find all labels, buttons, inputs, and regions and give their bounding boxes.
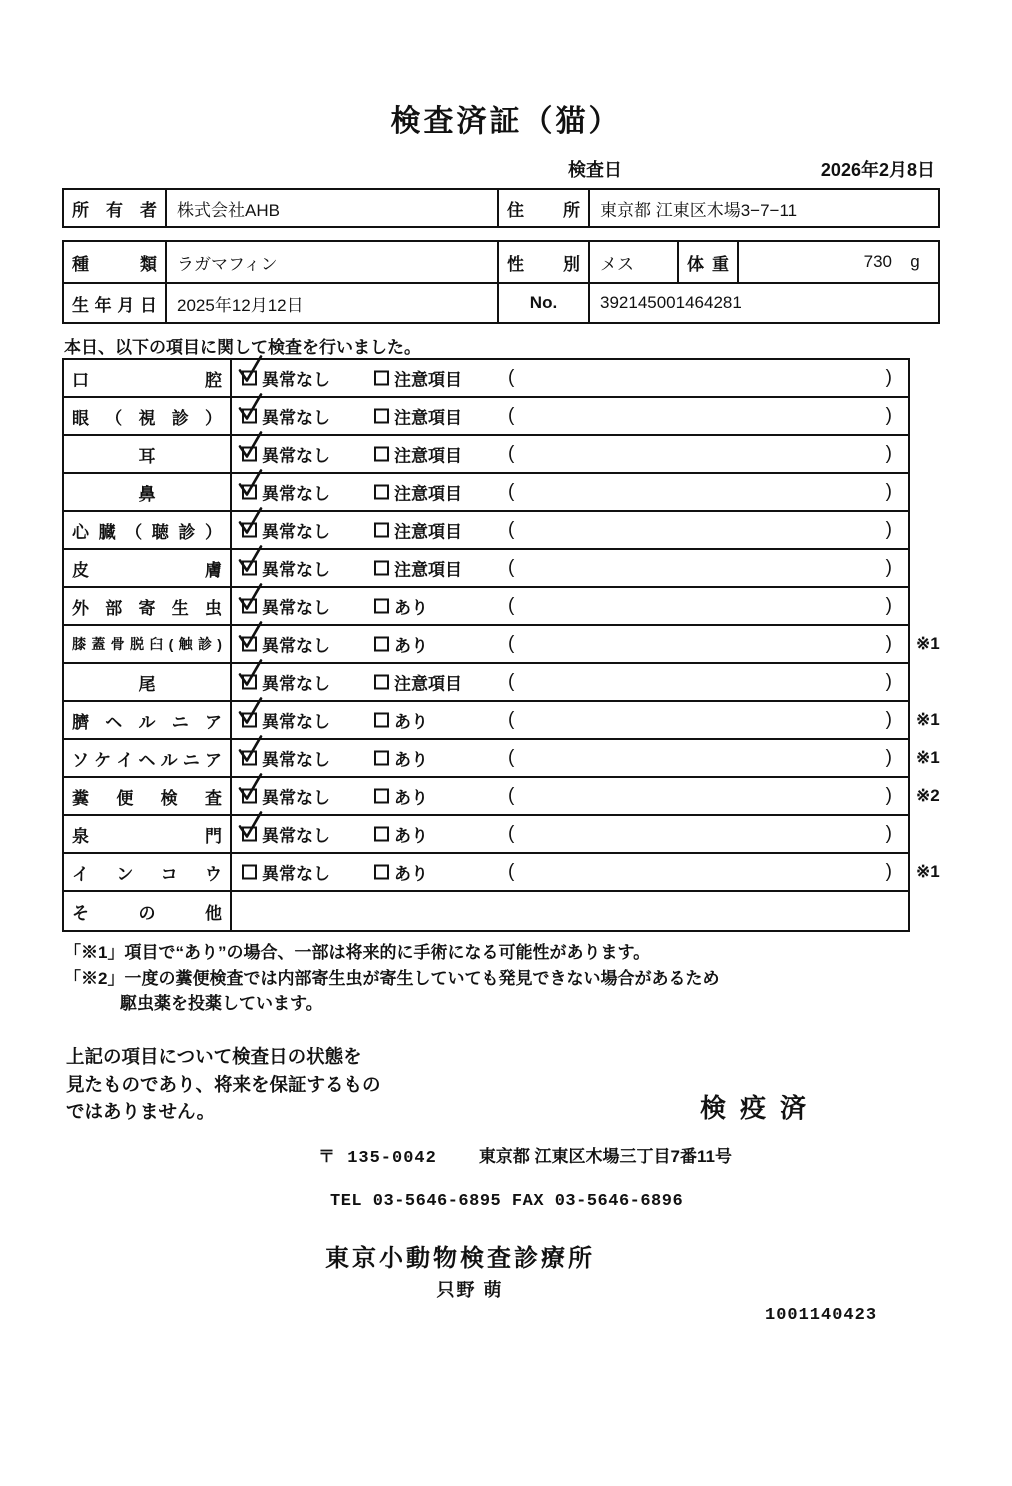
paren-close: ) bbox=[885, 747, 892, 768]
paren-open: ( bbox=[508, 367, 515, 388]
paren-open: ( bbox=[508, 709, 515, 730]
option-no-abnormality: 異常なし bbox=[242, 822, 330, 847]
checkbox-present bbox=[374, 827, 389, 842]
animal-table bbox=[62, 240, 940, 324]
weight-unit: g bbox=[910, 252, 920, 271]
inspection-date-label: 検査日 bbox=[568, 160, 622, 180]
row-label: 心 臓 （ 聴 診 ） bbox=[64, 512, 232, 548]
paren-open: ( bbox=[508, 633, 515, 654]
checklist-row-ears bbox=[64, 436, 908, 474]
checklist-row-nose bbox=[64, 474, 908, 512]
option-no-abnormality: 異常なし bbox=[242, 860, 330, 885]
paren-close: ) bbox=[885, 519, 892, 540]
paren-open: ( bbox=[508, 443, 515, 464]
checklist-row-inkou bbox=[64, 854, 940, 892]
checklist-row-patella bbox=[64, 626, 940, 664]
paren-open: ( bbox=[508, 785, 515, 806]
breed-row bbox=[64, 242, 938, 282]
checkbox-no-abnormality bbox=[242, 675, 257, 690]
checkbox-no-abnormality bbox=[242, 827, 257, 842]
row-label: 臍 ヘ ル ニ ア bbox=[64, 702, 232, 738]
checklist-row-oral bbox=[64, 360, 908, 398]
option-attention: 注意項目 bbox=[374, 518, 462, 543]
checkbox-no-abnormality bbox=[242, 561, 257, 576]
checklist-row-eyes bbox=[64, 398, 908, 436]
checkbox-no-abnormality bbox=[242, 599, 257, 614]
row-label: イ ン コ ウ bbox=[64, 854, 232, 890]
checkbox-no-abnormality bbox=[242, 371, 257, 386]
checkbox-present bbox=[374, 599, 389, 614]
paren-close: ) bbox=[885, 633, 892, 654]
no-value: 392145001464281 bbox=[600, 293, 742, 312]
checkbox-attention bbox=[374, 485, 389, 500]
option-no-abnormality: 異常なし bbox=[242, 594, 330, 619]
checkbox-present bbox=[374, 713, 389, 728]
disclaimer-line-2: 見たものであり、将来を保証するもの bbox=[66, 1073, 381, 1095]
checklist-table bbox=[62, 358, 940, 932]
birthdate-row bbox=[64, 282, 938, 322]
option-present: あり bbox=[374, 632, 428, 657]
row-label: 皮 膚 bbox=[64, 550, 232, 586]
paren-close: ) bbox=[885, 595, 892, 616]
checklist-row-inguinal-hernia bbox=[64, 740, 940, 778]
owner-label: 所 有 者 bbox=[64, 190, 167, 226]
breed-label: 種 類 bbox=[64, 242, 167, 282]
paren-open: ( bbox=[508, 671, 515, 692]
paren-close: ) bbox=[885, 861, 892, 882]
option-no-abnormality: 異常なし bbox=[242, 518, 330, 543]
disclaimer-text bbox=[66, 1043, 381, 1126]
breed-value: ラガマフィン bbox=[167, 242, 499, 282]
postal-code: 〒 135-0042 bbox=[318, 1149, 437, 1168]
checklist-row-skin bbox=[64, 550, 908, 588]
statement-text: 本日、以下の項目に関して検査を行いました。 bbox=[64, 338, 421, 357]
checklist-row-other bbox=[64, 892, 908, 930]
disclaimer-line-3: ではありません。 bbox=[66, 1101, 216, 1122]
checkbox-attention bbox=[374, 561, 389, 576]
option-no-abnormality: 異常なし bbox=[242, 784, 330, 809]
disclaimer-line-1: 上記の項目について検査日の状態を bbox=[66, 1046, 362, 1067]
row-label: 口 腔 bbox=[64, 360, 232, 396]
checklist-row-tail bbox=[64, 664, 908, 702]
option-no-abnormality: 異常なし bbox=[242, 442, 330, 467]
paren-open: ( bbox=[508, 481, 515, 502]
no-label: No. bbox=[499, 284, 590, 322]
footnote-ref: ※1 bbox=[916, 748, 940, 767]
checkbox-no-abnormality bbox=[242, 485, 257, 500]
checkbox-present bbox=[374, 751, 389, 766]
option-no-abnormality: 異常なし bbox=[242, 556, 330, 581]
checklist-row-heart bbox=[64, 512, 908, 550]
footnote-ref: ※1 bbox=[916, 634, 940, 653]
paren-close: ) bbox=[885, 823, 892, 844]
checkbox-attention bbox=[374, 523, 389, 538]
checklist-row-fontanelle bbox=[64, 816, 908, 854]
checkbox-no-abnormality bbox=[242, 523, 257, 538]
checklist-row-umbilical-hernia bbox=[64, 702, 940, 740]
sex-value: メス bbox=[590, 242, 679, 282]
veterinarian-name: 只野 萌 bbox=[436, 1280, 504, 1300]
weight-value: 730 bbox=[863, 252, 892, 271]
option-attention: 注意項目 bbox=[374, 480, 462, 505]
birthdate-value: 2025年12月12日 bbox=[167, 284, 499, 322]
option-present: あり bbox=[374, 860, 428, 885]
checkbox-no-abnormality bbox=[242, 751, 257, 766]
paren-open: ( bbox=[508, 519, 515, 540]
option-no-abnormality: 異常なし bbox=[242, 366, 330, 391]
paren-open: ( bbox=[508, 747, 515, 768]
owner-row bbox=[64, 190, 938, 226]
birthdate-label: 生 年 月 日 bbox=[64, 284, 167, 322]
option-attention: 注意項目 bbox=[374, 670, 462, 695]
row-label: 膝 蓋 骨 脱 臼 ( 触 診 ) bbox=[64, 626, 232, 662]
paren-close: ) bbox=[885, 671, 892, 692]
paren-open: ( bbox=[508, 557, 515, 578]
weight-cell bbox=[739, 242, 938, 282]
paren-close: ) bbox=[885, 709, 892, 730]
row-label: そ の 他 bbox=[64, 892, 232, 930]
paren-open: ( bbox=[508, 595, 515, 616]
row-label: 眼 （ 視 診 ） bbox=[64, 398, 232, 434]
checkbox-attention bbox=[374, 447, 389, 462]
option-no-abnormality: 異常なし bbox=[242, 746, 330, 771]
option-attention: 注意項目 bbox=[374, 404, 462, 429]
sex-label: 性 別 bbox=[499, 242, 590, 282]
footnote-2-continued: 駆虫薬を投薬しています。 bbox=[120, 994, 323, 1013]
option-no-abnormality: 異常なし bbox=[242, 708, 330, 733]
address-label: 住 所 bbox=[499, 190, 590, 226]
other-empty-cell bbox=[232, 892, 908, 930]
serial-number: 1001140423 bbox=[765, 1306, 878, 1325]
footnote-1: 「※1」項目で“あり”の場合、一部は将来的に手術になる可能性があります。 bbox=[64, 943, 651, 962]
paren-open: ( bbox=[508, 823, 515, 844]
paren-close: ) bbox=[885, 443, 892, 464]
footnote-ref: ※1 bbox=[916, 710, 940, 729]
option-present: あり bbox=[374, 708, 428, 733]
checkbox-attention bbox=[374, 675, 389, 690]
paren-close: ) bbox=[885, 405, 892, 426]
checklist-row-external-parasites bbox=[64, 588, 908, 626]
paren-close: ) bbox=[885, 367, 892, 388]
checkbox-no-abnormality bbox=[242, 447, 257, 462]
option-no-abnormality: 異常なし bbox=[242, 480, 330, 505]
row-label: 外 部 寄 生 虫 bbox=[64, 588, 232, 624]
clinic-name: 東京小動物検査診療所 bbox=[325, 1245, 595, 1272]
checkbox-no-abnormality bbox=[242, 637, 257, 652]
owner-table bbox=[62, 188, 940, 228]
checkbox-no-abnormality bbox=[242, 789, 257, 804]
clinic-address: 東京都 江東区木場三丁目7番11号 bbox=[478, 1147, 732, 1166]
clinic-postal-line bbox=[318, 1142, 732, 1168]
row-label: 鼻 bbox=[64, 474, 232, 510]
paren-open: ( bbox=[508, 405, 515, 426]
option-present: あり bbox=[374, 784, 428, 809]
footnote-ref: ※2 bbox=[916, 786, 940, 805]
owner-value: 株式会社AHB bbox=[167, 190, 499, 226]
paren-close: ) bbox=[885, 557, 892, 578]
row-label: 尾 bbox=[64, 664, 232, 700]
checkbox-attention bbox=[374, 371, 389, 386]
checkbox-present bbox=[374, 865, 389, 880]
paren-close: ) bbox=[885, 785, 892, 806]
footnote-2: 「※2」一度の糞便検査では内部寄生虫が寄生していても発見できない場合があるため bbox=[64, 969, 720, 988]
option-no-abnormality: 異常なし bbox=[242, 632, 330, 657]
inspection-date-value: 2026年2月8日 bbox=[820, 160, 935, 180]
option-attention: 注意項目 bbox=[374, 366, 462, 391]
footnote-ref: ※1 bbox=[916, 862, 940, 881]
checklist-row-fecal-exam bbox=[64, 778, 940, 816]
tel-fax-line: TEL 03-5646-6895 FAX 03-5646-6896 bbox=[330, 1192, 684, 1211]
option-present: あり bbox=[374, 822, 428, 847]
row-label: 糞 便 検 査 bbox=[64, 778, 232, 814]
checkbox-no-abnormality bbox=[242, 713, 257, 728]
paren-open: ( bbox=[508, 861, 515, 882]
checkbox-no-abnormality bbox=[242, 409, 257, 424]
quarantine-passed-stamp: 検疫済 bbox=[700, 1093, 821, 1123]
option-no-abnormality: 異常なし bbox=[242, 670, 330, 695]
row-label: 耳 bbox=[64, 436, 232, 472]
option-attention: 注意項目 bbox=[374, 442, 462, 467]
row-label: ソ ケ イ ヘ ル ニ ア bbox=[64, 740, 232, 776]
row-label: 泉 門 bbox=[64, 816, 232, 852]
option-present: あり bbox=[374, 594, 428, 619]
page-title: 検査済証（猫） bbox=[390, 105, 622, 138]
paren-close: ) bbox=[885, 481, 892, 502]
checkbox-present bbox=[374, 637, 389, 652]
checkbox-present bbox=[374, 789, 389, 804]
checkbox-no-abnormality bbox=[242, 865, 257, 880]
option-present: あり bbox=[374, 746, 428, 771]
address-value: 東京都 江東区木場3−7−11 bbox=[600, 200, 798, 220]
weight-label: 体 重 bbox=[679, 242, 739, 282]
option-attention: 注意項目 bbox=[374, 556, 462, 581]
option-no-abnormality: 異常なし bbox=[242, 404, 330, 429]
checkbox-attention bbox=[374, 409, 389, 424]
